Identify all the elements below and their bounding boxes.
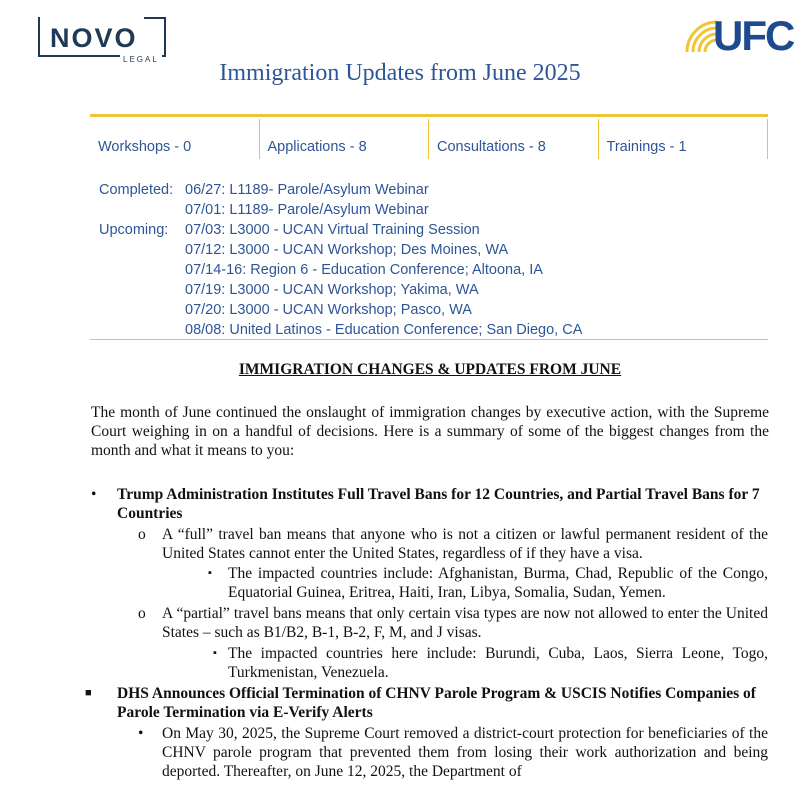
schedule-list [99,180,582,340]
bullet-square-icon: ▪ [208,567,212,579]
logo-word: NOVO [50,23,138,53]
sub-bullet: A “partial” travel bans means that only certain visa types are now not allowed to enter the United States – such as B1/B2, B-1, B-2, F, M, and J visas. [162,605,768,641]
bullet-title: DHS Announces Official Termination of CHNV Parole Program & USCIS Notifies Companies of Parole Termination via E-Verify Alerts [117,685,756,721]
schedule-row [99,200,582,220]
schedule-row [99,320,582,340]
stats-bar [90,119,768,159]
schedule-row [99,300,582,320]
bullet-square-icon: ■ [85,687,92,699]
logo-subword: LEGAL [120,55,162,64]
page-title: Immigration Updates from June 2025 [219,60,581,86]
stat-consultations: Consultations - 8 [429,119,599,159]
bullet-title: Trump Administration Institutes Full Travel Bans for 12 Countries, and Partial Travel Bans for 7 Countries [117,486,760,522]
schedule-item: 07/19: L3000 - UCAN Workshop; Yakima, WA [185,282,479,298]
detail-bullet: The impacted countries here include: Burundi, Cuba, Laos, Sierra Leone, Togo, Turkmenistan, Venezuela. [228,645,768,681]
sub-bullet: On May 30, 2025, the Supreme Court removed a district-court protection for beneficiaries of the CHNV parole program that prevented them from losing their work authorization and being deported. Thereafter, on June 12, 2025, the Department of [162,725,768,780]
schedule-item: 07/14-16: Region 6 - Education Conference; Altoona, IA [185,262,543,278]
bullet-square-icon: ▪ [213,647,217,659]
stat-applications: Applications - 8 [260,119,430,159]
ufc-logo [683,12,800,59]
schedule-row [99,260,582,280]
schedule-row [99,180,582,200]
gold-divider [90,114,768,117]
bullet-disc-icon: • [138,725,144,742]
completed-label: Completed: [99,182,174,198]
gold-divider-bottom [90,339,768,340]
stat-trainings: Trainings - 1 [599,119,769,159]
schedule-item: 07/20: L3000 - UCAN Workshop; Pasco, WA [185,302,472,318]
schedule-row [99,240,582,260]
novo-legal-logo [38,17,164,64]
schedule-item: 07/03: L3000 - UCAN Virtual Training Session [185,222,480,238]
sub-bullet: A “full” travel ban means that anyone who is not a citizen or lawful permanent resident of the United States cannot enter the United States, regardless of if they have a visa. [162,526,768,562]
detail-bullet: The impacted countries include: Afghanistan, Burma, Chad, Republic of the Congo, Equatorial Guinea, Eritrea, Haiti, Iran, Libya, Somalia, Sudan, Yemen. [228,565,768,601]
bullet-circle-icon: o [138,526,146,543]
schedule-item: 08/08: United Latinos - Education Conference; San Diego, CA [185,322,583,338]
section-heading: IMMIGRATION CHANGES & UPDATES FROM JUNE [238,361,622,378]
schedule-item: 07/12: L3000 - UCAN Workshop; Des Moines, WA [185,242,509,258]
intro-paragraph: The month of June continued the onslaught of immigration changes by executive action, with the Supreme Court weighing in on a handful of decisions. Here is a summary of some of the biggest changes from the month and what it means to you: [91,404,769,459]
schedule-row [99,280,582,300]
upcoming-label: Upcoming: [99,222,169,238]
stat-workshops: Workshops - 0 [90,119,260,159]
bullet-circle-icon: o [138,605,146,622]
ufc-word: UFC [713,12,794,59]
bullet-disc-icon: • [91,486,97,503]
schedule-row [99,220,582,240]
schedule-item: 06/27: L1189- Parole/Asylum Webinar [185,182,429,198]
schedule-item: 07/01: L1189- Parole/Asylum Webinar [185,202,429,218]
